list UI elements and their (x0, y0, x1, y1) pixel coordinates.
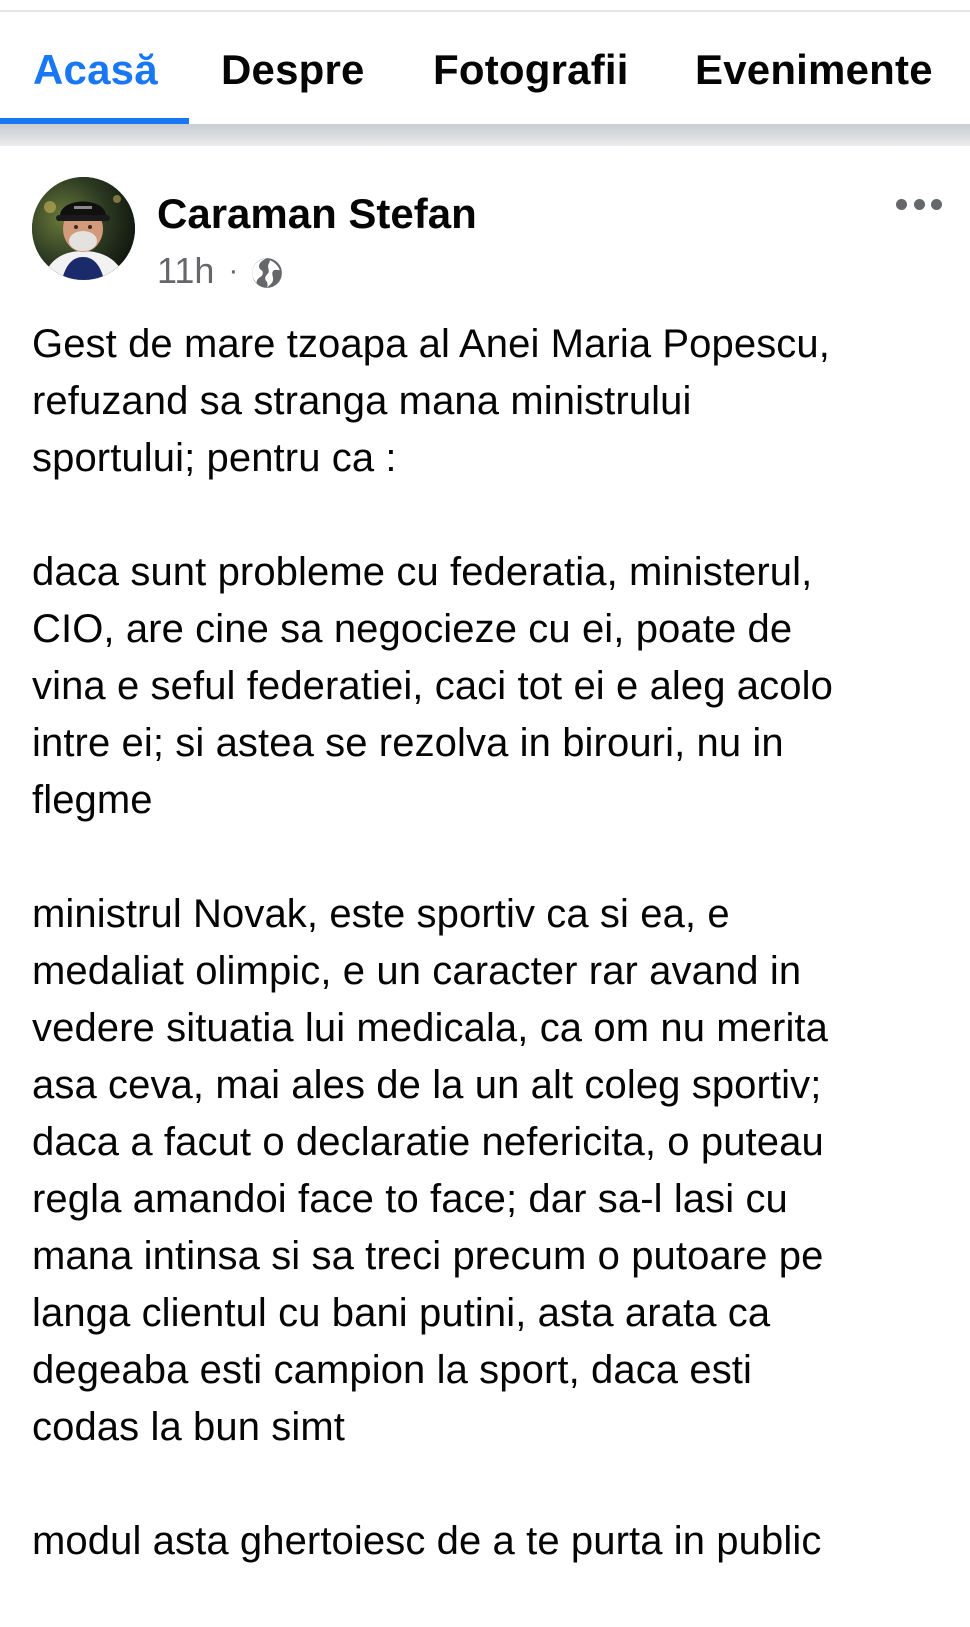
more-options-button[interactable] (896, 194, 942, 214)
more-dot-icon (914, 199, 925, 210)
post-paragraph: daca sunt probleme cu federatia, ministerul, CIO, are cine sa negocieze cu ei, poate de vina e seful federatiei, caci tot ei e aleg acolo intre ei; si astea se rezolva in birouri, nu in flegme (32, 550, 833, 822)
post-card (0, 146, 970, 1563)
page-tabs (0, 12, 970, 124)
tab-fotografii[interactable]: Fotografii (433, 46, 629, 93)
more-dot-icon (931, 199, 942, 210)
post-time[interactable]: 11h (157, 250, 215, 291)
section-divider (0, 124, 970, 146)
more-dot-icon (896, 199, 907, 210)
avatar[interactable] (32, 177, 135, 280)
post-paragraph: Gest de mare tzoapa al Anei Maria Popescu, refuzand sa stranga mana ministrului sportului; pentru ca : (32, 322, 830, 480)
meta-separator: · (228, 254, 239, 287)
post-author-name[interactable]: Caraman Stefan (157, 190, 477, 237)
tab-evenimente[interactable]: Evenimente (695, 46, 933, 93)
post-meta (157, 249, 284, 293)
tab-despre[interactable]: Despre (221, 46, 365, 93)
globe-icon (250, 256, 284, 290)
avatar-image (32, 177, 135, 280)
post-paragraph: modul asta ghertoiesc de a te purta in public (32, 1519, 822, 1563)
post-body (32, 316, 932, 1627)
post-paragraph: ministrul Novak, este sportiv ca si ea, e medaliat olimpic, e un caracter rar avand in vedere situatia lui medicala, ca om nu merita asa ceva, mai ales de la un alt coleg sportiv; daca a facut o declaratie nefericita, o puteau regla amandoi face to face; dar sa-l lasi cu mana intinsa si sa treci precum o putoare pe langa clientul cu bani putini, asta arata ca degeaba esti campion la sport, daca esti codas la bun simt (32, 892, 828, 1449)
tab-acasa[interactable]: Acasă (33, 46, 158, 93)
